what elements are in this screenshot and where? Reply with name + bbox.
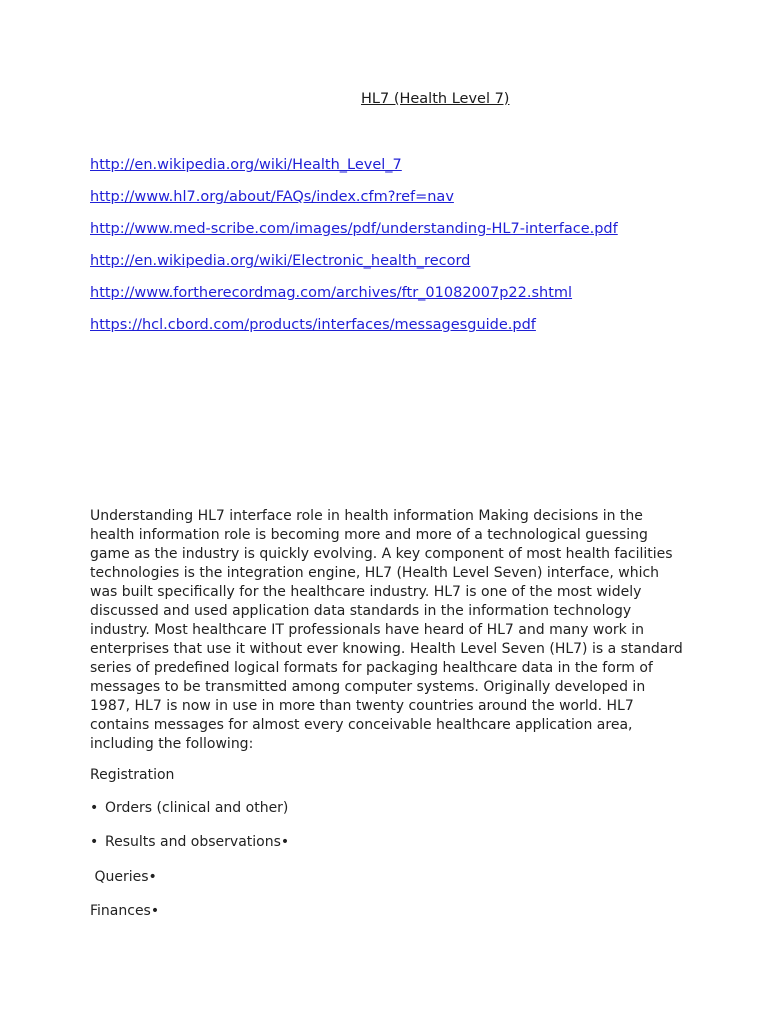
list-item-label: Results and observations• [105, 834, 290, 850]
body-paragraph: Understanding HL7 interface role in health information Making decisions in the health information role is becoming more and more of a technological guessing game as the industry is quickly evolving. A key component of most health facilities technologies is the integration engine, HL7 (Health Level Seven) interface, which was built specifically for the healthcare industry. HL7 is one of the most widely discussed and used application data standards in the information technology industry. Most healthcare IT professionals have heard of HL7 and many work in enterprises that use it without ever knowing. Health Level Seven (HL7) is a standard series of predefined logical formats for packaging healthcare data in the form of messages to be transmitted among computer systems. Originally developed in 1987, HL7 is now in use in more than twenty countries around the world. HL7 contains messages for almost every conceivable healthcare application area, including the following: [90, 508, 683, 752]
list-item-queries: Queries• [90, 869, 157, 885]
list-item-finances: Finances• [90, 903, 160, 919]
list-item [90, 314, 618, 346]
list-item [90, 218, 618, 250]
reference-links [90, 154, 618, 346]
list-item [90, 154, 618, 186]
list-item [90, 250, 618, 282]
link-wikipedia-ehr[interactable]: http://en.wikipedia.org/wiki/Electronic_health_record [90, 253, 471, 269]
list-item-registration: Registration [90, 767, 175, 783]
list-item-results [90, 833, 289, 852]
list-item-label: Orders (clinical and other) [105, 800, 289, 816]
link-med-scribe-pdf[interactable]: http://www.med-scribe.com/images/pdf/understanding-HL7-interface.pdf [90, 221, 618, 237]
link-wikipedia-hl7[interactable]: http://en.wikipedia.org/wiki/Health_Level_7 [90, 157, 402, 173]
link-cbord-guide[interactable]: https://hcl.cbord.com/products/interfaces/messagesguide.pdf [90, 317, 536, 333]
bullet-icon: • [90, 800, 99, 816]
list-item [90, 186, 618, 218]
link-fortherecord[interactable]: http://www.fortherecordmag.com/archives/ftr_01082007p22.shtml [90, 285, 573, 301]
document-title: HL7 (Health Level 7) [361, 91, 510, 107]
link-hl7-faqs[interactable]: http://www.hl7.org/about/FAQs/index.cfm?ref=nav [90, 189, 454, 205]
list-item-orders [90, 799, 288, 818]
bullet-icon: • [90, 834, 99, 850]
list-item [90, 282, 618, 314]
